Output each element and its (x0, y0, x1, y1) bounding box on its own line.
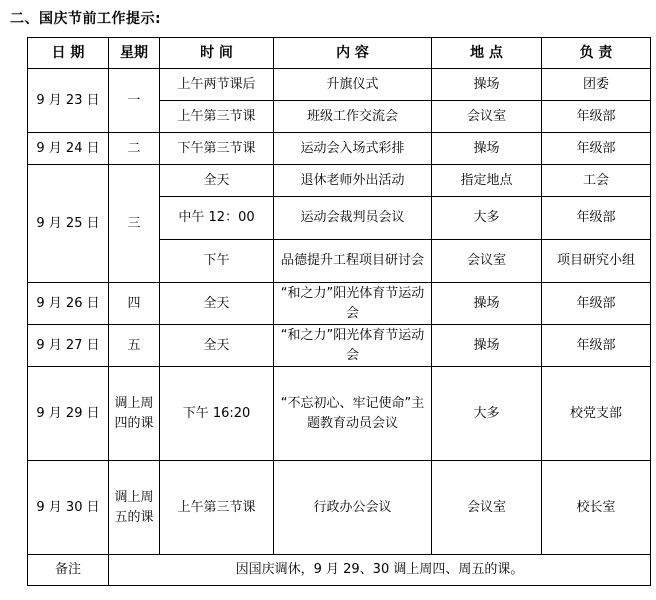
content-cell: 品德提升工程项目研讨会 (274, 240, 432, 283)
owner-cell: 团委 (542, 69, 651, 101)
content-cell: 班级工作交流会 (274, 101, 432, 133)
column-header-time: 时 间 (160, 38, 274, 69)
date-cell: 9 月 24 日 (28, 133, 109, 165)
date-cell: 9 月 30 日 (28, 461, 109, 555)
section-heading: 二、国庆节前工作提示: (10, 11, 162, 27)
owner-cell: 年级部 (542, 283, 651, 325)
date-cell: 9 月 23 日 (28, 69, 109, 133)
owner-cell: 年级部 (542, 197, 651, 240)
place-cell: 指定地点 (432, 165, 542, 197)
time-cell: 全天 (160, 325, 274, 367)
owner-cell: 年级部 (542, 101, 651, 133)
weekday-cell: 调上周五的课 (109, 461, 160, 555)
time-cell: 上午第三节课 (160, 101, 274, 133)
content-cell: 运动会入场式彩排 (274, 133, 432, 165)
table-row (28, 69, 651, 101)
column-header-weekday: 星期 (109, 38, 160, 69)
column-header-content: 内 容 (274, 38, 432, 69)
date-cell: 9 月 26 日 (28, 283, 109, 325)
content-cell: “和之力”阳光体育节运动会 (274, 283, 432, 325)
date-cell: 9 月 27 日 (28, 325, 109, 367)
note-text: 因国庆调休，9 月 29、30 调上周四、周五的课。 (109, 555, 651, 586)
header-row (28, 38, 651, 69)
owner-cell: 年级部 (542, 325, 651, 367)
time-cell: 下午第三节课 (160, 133, 274, 165)
place-cell: 大多 (432, 197, 542, 240)
column-header-place: 地 点 (432, 38, 542, 69)
time-cell: 下午 16:20 (160, 367, 274, 461)
place-cell: 操场 (432, 283, 542, 325)
weekday-cell: 二 (109, 133, 160, 165)
place-cell: 操场 (432, 133, 542, 165)
note-label: 备注 (28, 555, 109, 586)
content-cell: 运动会裁判员会议 (274, 197, 432, 240)
content-cell: “和之力”阳光体育节运动会 (274, 325, 432, 367)
weekday-cell: 四 (109, 283, 160, 325)
content-cell: 行政办公会议 (274, 461, 432, 555)
owner-cell: 校党支部 (542, 367, 651, 461)
content-cell: 退休老师外出活动 (274, 165, 432, 197)
column-header-date: 日 期 (28, 38, 109, 69)
weekday-cell: 三 (109, 165, 160, 283)
time-cell: 下午 (160, 240, 274, 283)
table-row (28, 325, 651, 367)
content-cell: 升旗仪式 (274, 69, 432, 101)
time-cell: 上午两节课后 (160, 69, 274, 101)
owner-cell: 校长室 (542, 461, 651, 555)
column-header-owner: 负 责 (542, 38, 651, 69)
schedule-table (27, 37, 651, 586)
time-cell: 全天 (160, 283, 274, 325)
time-cell: 中午 12：00 (160, 197, 274, 240)
table-row (28, 283, 651, 325)
time-cell: 全天 (160, 165, 274, 197)
weekday-cell: 一 (109, 69, 160, 133)
place-cell: 会议室 (432, 240, 542, 283)
table-row (28, 461, 651, 555)
place-cell: 会议室 (432, 461, 542, 555)
table-row (28, 133, 651, 165)
place-cell: 会议室 (432, 101, 542, 133)
owner-cell: 年级部 (542, 133, 651, 165)
time-cell: 上午第三节课 (160, 461, 274, 555)
content-cell: “不忘初心、牢记使命”主题教育动员会议 (274, 367, 432, 461)
weekday-cell: 调上周四的课 (109, 367, 160, 461)
date-cell: 9 月 29 日 (28, 367, 109, 461)
owner-cell: 工会 (542, 165, 651, 197)
place-cell: 操场 (432, 325, 542, 367)
place-cell: 操场 (432, 69, 542, 101)
place-cell: 大多 (432, 367, 542, 461)
table-row (28, 367, 651, 461)
table-row (28, 165, 651, 197)
owner-cell: 项目研究小组 (542, 240, 651, 283)
weekday-cell: 五 (109, 325, 160, 367)
note-row (28, 555, 651, 586)
date-cell: 9 月 25 日 (28, 165, 109, 283)
